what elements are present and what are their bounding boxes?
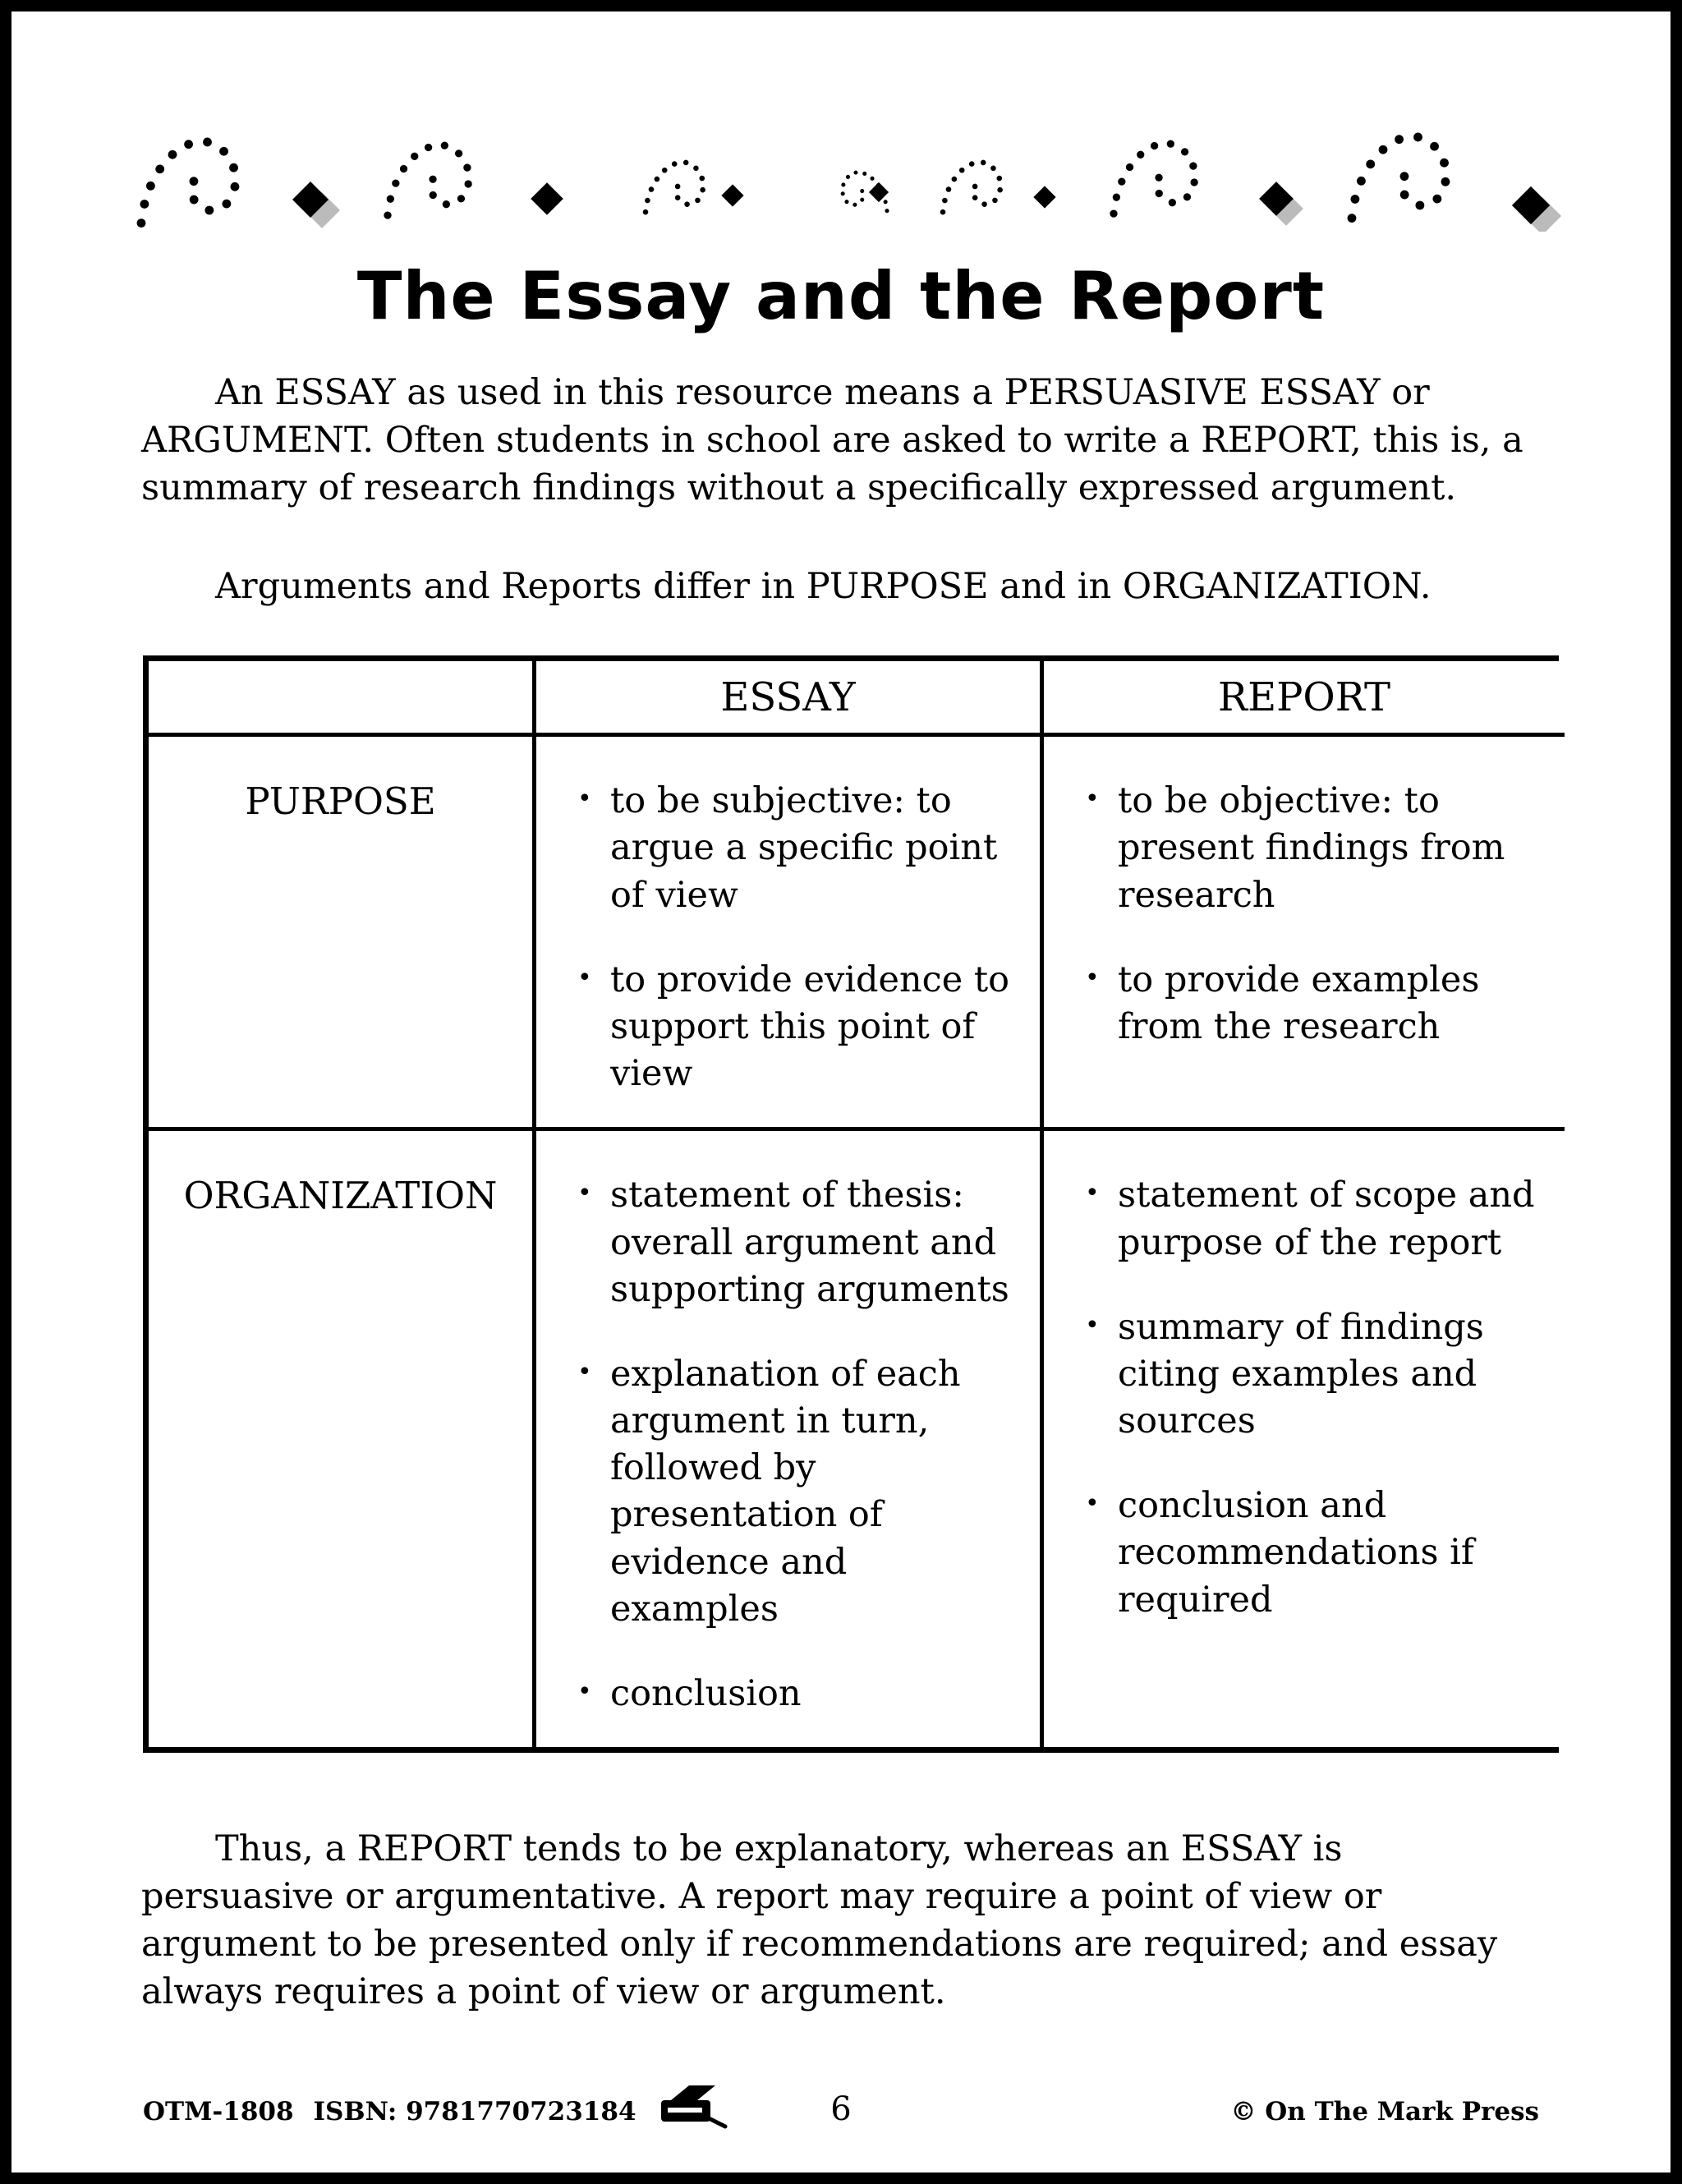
bullet-text: to provide evidence to support this point of view (610, 959, 1010, 1095)
bullet-text: explanation of each argument in turn, followed by presentation of evidence and examples (610, 1353, 961, 1630)
bullet-dot-icon (574, 778, 610, 919)
bullet-text: conclusion and recommendations if required (1118, 1485, 1474, 1621)
copyright-notice: © On The Mark Press (1230, 2097, 1539, 2127)
bullet-text: to provide examples from the research (1118, 959, 1480, 1047)
bullet-dot-icon (574, 1671, 610, 1717)
bullet-item (574, 778, 1010, 919)
decorative-swirl-diamond-border (135, 108, 1580, 232)
report-column-header: REPORT (1044, 661, 1565, 737)
bullet-text: to be subjective: to argue a specific point of view (610, 780, 998, 916)
page-title: The Essay and the Report (356, 258, 1326, 334)
intro-paragraph: An ESSAY as used in this resource means a PERSUASIVE ESSAY or ARGUMENT. Often students in school are asked to write a REPORT, this is, a summary of research findings without a specifically expressed argument. (141, 372, 1523, 509)
bullet-item (574, 1351, 1010, 1633)
purpose-report-cell (1044, 737, 1565, 1131)
isbn-number: ISBN: 9781770723184 (313, 2097, 636, 2127)
copier-icon (658, 2081, 728, 2130)
bullet-dot-icon (574, 957, 610, 1098)
bullet-dot-icon (574, 1172, 610, 1313)
bullet-dot-icon (1082, 1483, 1118, 1624)
organization-essay-cell (536, 1131, 1044, 1747)
bullet-text: to be objective: to present findings from research (1118, 780, 1505, 916)
bullet-item (1082, 1304, 1535, 1446)
organization-row-label: ORGANIZATION (149, 1131, 536, 1747)
bullet-item (574, 957, 1010, 1098)
essay-report-comparison-table (143, 655, 1559, 1753)
bullet-item (1082, 778, 1535, 919)
purpose-essay-cell (536, 737, 1044, 1131)
bullet-text: statement of scope and purpose of the report (1118, 1175, 1535, 1263)
bullet-dot-icon (1082, 957, 1118, 1051)
essay-column-header: ESSAY (536, 661, 1044, 737)
organization-report-cell (1044, 1131, 1565, 1747)
bullet-text: summary of findings citing examples and sources (1118, 1306, 1484, 1442)
bullet-item (574, 1172, 1010, 1313)
bullet-dot-icon (1082, 1172, 1118, 1266)
bullet-item (1082, 1483, 1535, 1624)
product-code: OTM-1808 (143, 2097, 294, 2127)
bullet-item (1082, 1172, 1535, 1266)
bullet-text: statement of thesis: overall argument and supporting arguments (610, 1175, 1009, 1310)
page-footer (143, 2077, 1539, 2135)
page-number: 6 (830, 2090, 852, 2128)
footer-left (143, 2081, 728, 2130)
differ-paragraph: Arguments and Reports differ in PURPOSE and in ORGANIZATION. (215, 566, 1432, 608)
purpose-row-label: PURPOSE (149, 737, 536, 1131)
bullet-item (1082, 957, 1535, 1051)
table-corner-cell (149, 661, 536, 737)
bullet-dot-icon (574, 1351, 610, 1633)
bullet-item (574, 1671, 1010, 1717)
bullet-dot-icon (1082, 1304, 1118, 1446)
bullet-text: conclusion (610, 1673, 802, 1714)
bullet-dot-icon (1082, 778, 1118, 919)
closing-paragraph: Thus, a REPORT tends to be explanatory, whereas an ESSAY is persuasive or argumentative. A report may require a point of view or argument to be presented only if recommendations are required; and essay always requires a point of view or argument. (141, 1828, 1498, 2013)
